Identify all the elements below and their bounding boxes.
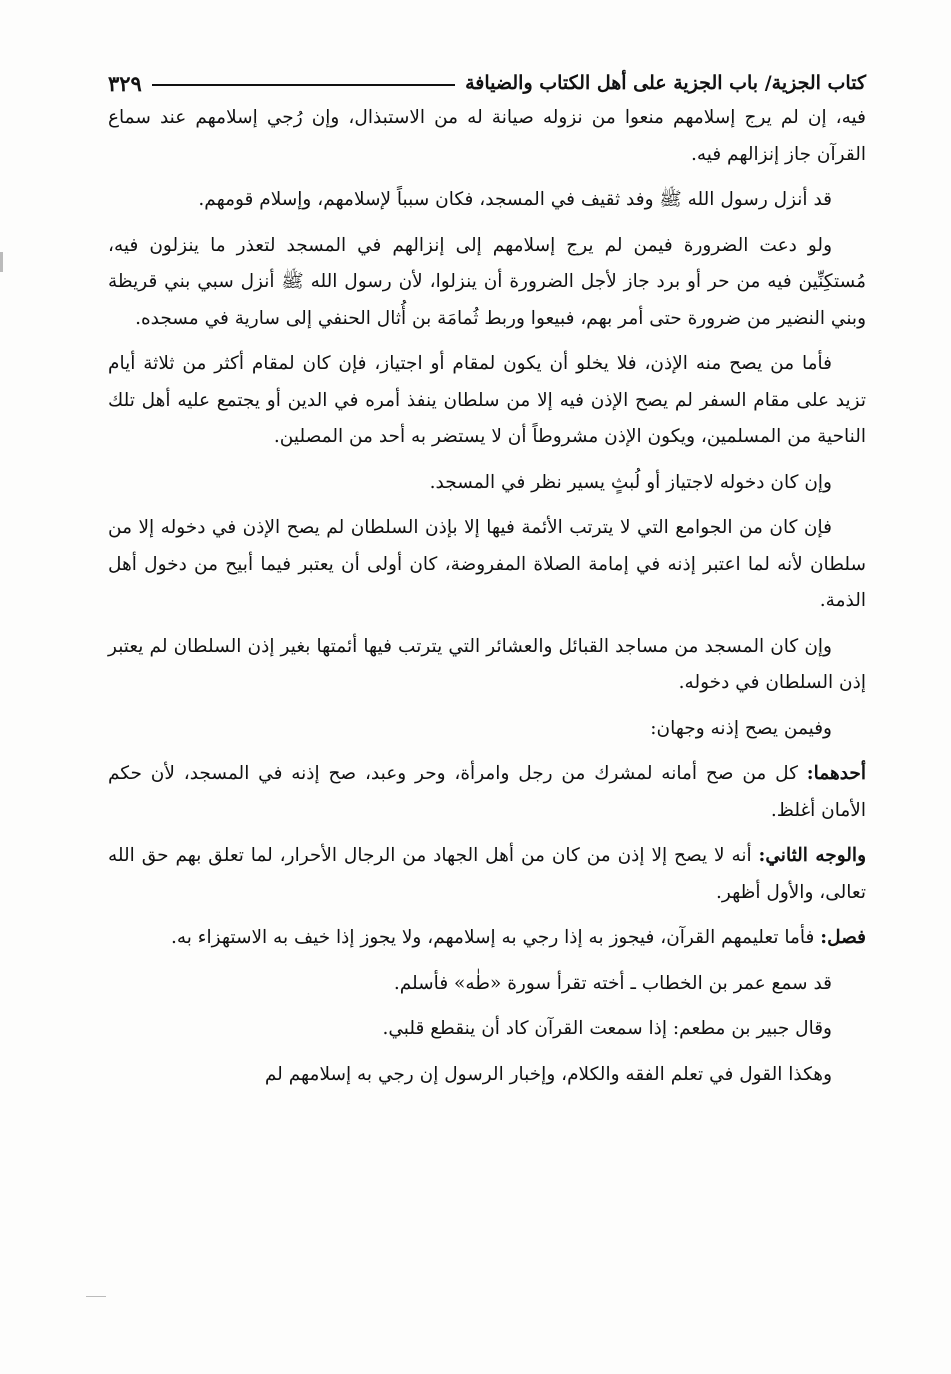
paragraph-7: وإن كان المسجد من مساجد القبائل والعشائر التي يترتب فيها أئمتها بغير إذن السلطان لم يعتبر إذن السلطان في دخوله. xyxy=(108,635,866,693)
page-header xyxy=(108,66,866,100)
page-number: ٣٢٩ xyxy=(108,70,142,96)
paragraph-13: وقال جبير بن مطعم: إذا سمعت القرآن كاد أن ينقطع قلبي. xyxy=(382,1018,832,1039)
paragraph-label: أحدهما: xyxy=(806,763,866,784)
paragraph-8: وفيمن يصح إذنه وجهان: xyxy=(650,717,832,739)
paragraph-2: قد أنزل رسول الله ﷺ وفد ثقيف في المسجد، فكان سبباً لإسلامهم، وإسلام قومهم. xyxy=(198,189,832,210)
paragraph-5: وإن كان دخوله لاجتياز أو لُبثٍ يسير نظر في المسجد. xyxy=(429,471,832,493)
paragraph-12: قد سمع عمر بن الخطاب ـ أخته تقرأ سورة «طٰه» فأسلم. xyxy=(393,972,832,994)
paragraph-1: فيه، إن لم يرج إسلامهم منعوا من نزوله صيانة له من الاستبذال، وإن رُجي إسلامهم عند سماع القرآن جاز إنزالهم فيه. xyxy=(108,107,866,165)
paragraph-11: فصل: فأما تعليمهم القرآن، فيجوز به إذا رجي به إسلامهم، ولا يجوز إذا خيف به الاستهزاء به. xyxy=(170,927,866,948)
paragraph-9: أحدهما: كل من صح أمانه لمشرك من رجل وامرأة، وحر وعبد، صح إذنه في المسجد، لأن حكم الأمان أغلظ. xyxy=(108,763,866,821)
header-rule xyxy=(152,84,455,86)
running-title: كتاب الجزية/ باب الجزية على أهل الكتاب والضيافة xyxy=(465,72,866,94)
paragraph-6: فإن كان من الجوامع التي لا يترتب الأئمة فيها إلا بإذن السلطان لم يصح الإذن في دخوله إلا من سلطان لأنه لما اعتبر إذنه في إمامة الصلاة المفروضة، كان أولى أن يعتبر فيما أبيح من دخول أهل الذمة. xyxy=(108,517,866,611)
paragraph-3: ولو دعت الضرورة فيمن لم يرج إسلامهم إلى إنزالهم في المسجد لتعذر ما ينزلون فيه، مُستكِنِّين فيه من حر أو برد جاز لأجل الضرورة أن ينزلوا، لأن رسول الله ﷺ أنزل سبي بني قريظة وبني النضير من ضرورة حتى أمر بهم، فبيعوا وربط ثُمامَة بن أُثال الحنفي إلى سارية في مسجده. xyxy=(108,234,866,329)
scan-footer-mark xyxy=(86,1296,106,1297)
paragraph-14: وهكذا القول في تعلم الفقه والكلام، وإخبار الرسول إن رجي به إسلامهم لم xyxy=(264,1063,832,1085)
body-text xyxy=(108,100,866,1102)
section-label: فصل: xyxy=(820,927,866,948)
paragraph-label: والوجه الثاني: xyxy=(758,845,867,866)
scan-edge-mark xyxy=(0,252,3,272)
paragraph-4: فأما من يصح منه الإذن، فلا يخلو أن يكون لمقام أو اجتياز، فإن كان لمقام أكثر من ثلاثة أيام تزيد على مقام السفر لم يصح الإذن فيه إلا من سلطان ينفذ أمره في الدين أو يجتمع عليه أهل تلك الناحية من المسلمين، ويكون الإذن مشروطاً أن لا يستضر به أحد من المصلين. xyxy=(108,353,866,447)
paragraph-10: والوجه الثاني: أنه لا يصح إلا إذن من كان من أهل الجهاد من الرجال الأحرار، لما تعلق بهم حق الله تعالى، والأول أظهر. xyxy=(108,845,867,903)
